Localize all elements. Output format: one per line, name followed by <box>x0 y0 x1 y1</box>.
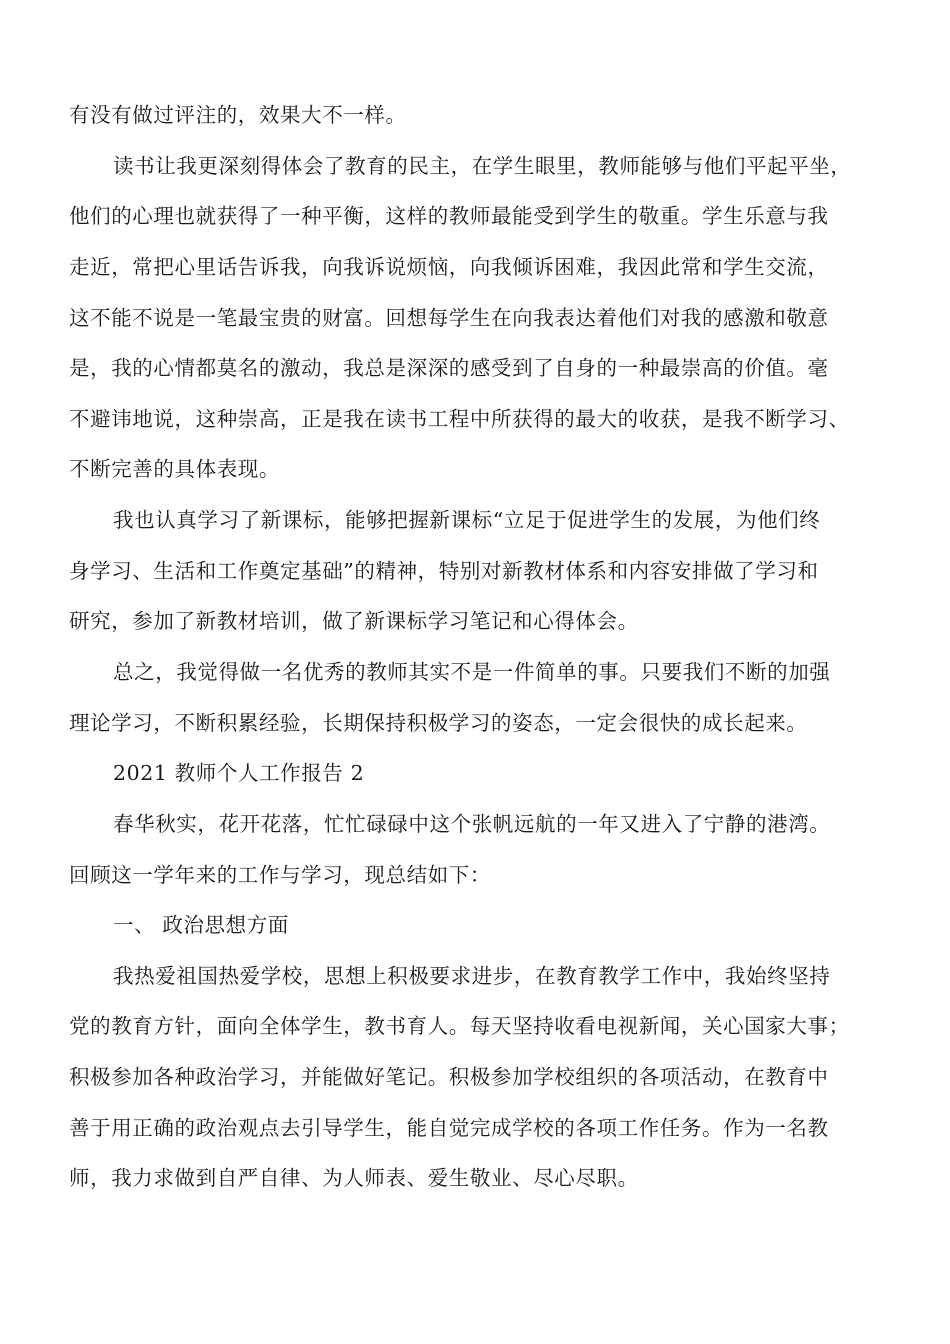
paragraph-line: 我热爱祖国热爱学校，思想上积极要求进步，在教育教学工作中，我始终坚持 <box>113 964 831 988</box>
paragraph-line: 不避讳地说，这种崇高，正是我在读书工程中所获得的最大的收获，是我不断学习、 <box>69 407 850 431</box>
paragraph-line: 善于用正确的政治观点去引导学生，能自觉完成学校的各项工作任务。作为一名教 <box>69 1116 829 1140</box>
paragraph-line: 身学习、生活和工作奠定基础”的精神，特别对新教材体系和内容安排做了学习和 <box>69 559 819 583</box>
paragraph-line: 研究，参加了新教材培训，做了新课标学习笔记和心得体会。 <box>69 609 639 633</box>
paragraph-line: 总之，我觉得做一名优秀的教师其实不是一件简单的事。只要我们不断的加强 <box>113 660 831 684</box>
paragraph-line: 党的教育方针，面向全体学生，教书育人。每天坚持收看电视新闻，关心国家大事； <box>69 1014 850 1038</box>
subsection-heading: 一、 政治思想方面 <box>113 913 289 937</box>
paragraph-line: 师，我力求做到自严自律、为人师表、爱生敬业、尽心尽职。 <box>69 1166 639 1190</box>
paragraph-line: 读书让我更深刻得体会了教育的民主，在学生眼里，教师能够与他们平起平坐， <box>113 154 852 178</box>
paragraph-line: 走近，常把心里话告诉我，向我诉说烦恼，向我倾诉困难，我因此常和学生交流， <box>69 255 829 279</box>
paragraph-line: 他们的心理也就获得了一种平衡，这样的教师最能受到学生的敬重。学生乐意与我 <box>69 204 829 228</box>
section-heading: 2021 教师个人工作报告 2 <box>113 761 365 785</box>
paragraph-line: 理论学习，不断积累经验，长期保持积极学习的姿态，一定会很快的成长起来。 <box>69 711 808 735</box>
paragraph-line: 不断完善的具体表现。 <box>69 457 280 481</box>
paragraph-line: 我也认真学习了新课标，能够把握新课标“立足于促进学生的发展，为他们终 <box>113 508 821 532</box>
paragraph-line: 有没有做过评注的，效果大不一样。 <box>69 103 407 127</box>
paragraph-line: 这不能不说是一笔最宝贵的财富。回想每学生在向我表达着他们对我的感激和敬意 <box>69 306 829 330</box>
paragraph-line: 春华秋实，花开花落，忙忙碌碌中这个张帆远航的一年又进入了宁静的港湾。 <box>113 812 831 836</box>
paragraph-line: 是，我的心情都莫名的激动，我总是深深的感受到了自身的一种最崇高的价值。毫 <box>69 356 829 380</box>
paragraph-line: 积极参加各种政治学习，并能做好笔记。积极参加学校组织的各项活动，在教育中 <box>69 1065 829 1089</box>
paragraph-line: 回顾这一学年来的工作与学习，现总结如下： <box>69 863 491 887</box>
